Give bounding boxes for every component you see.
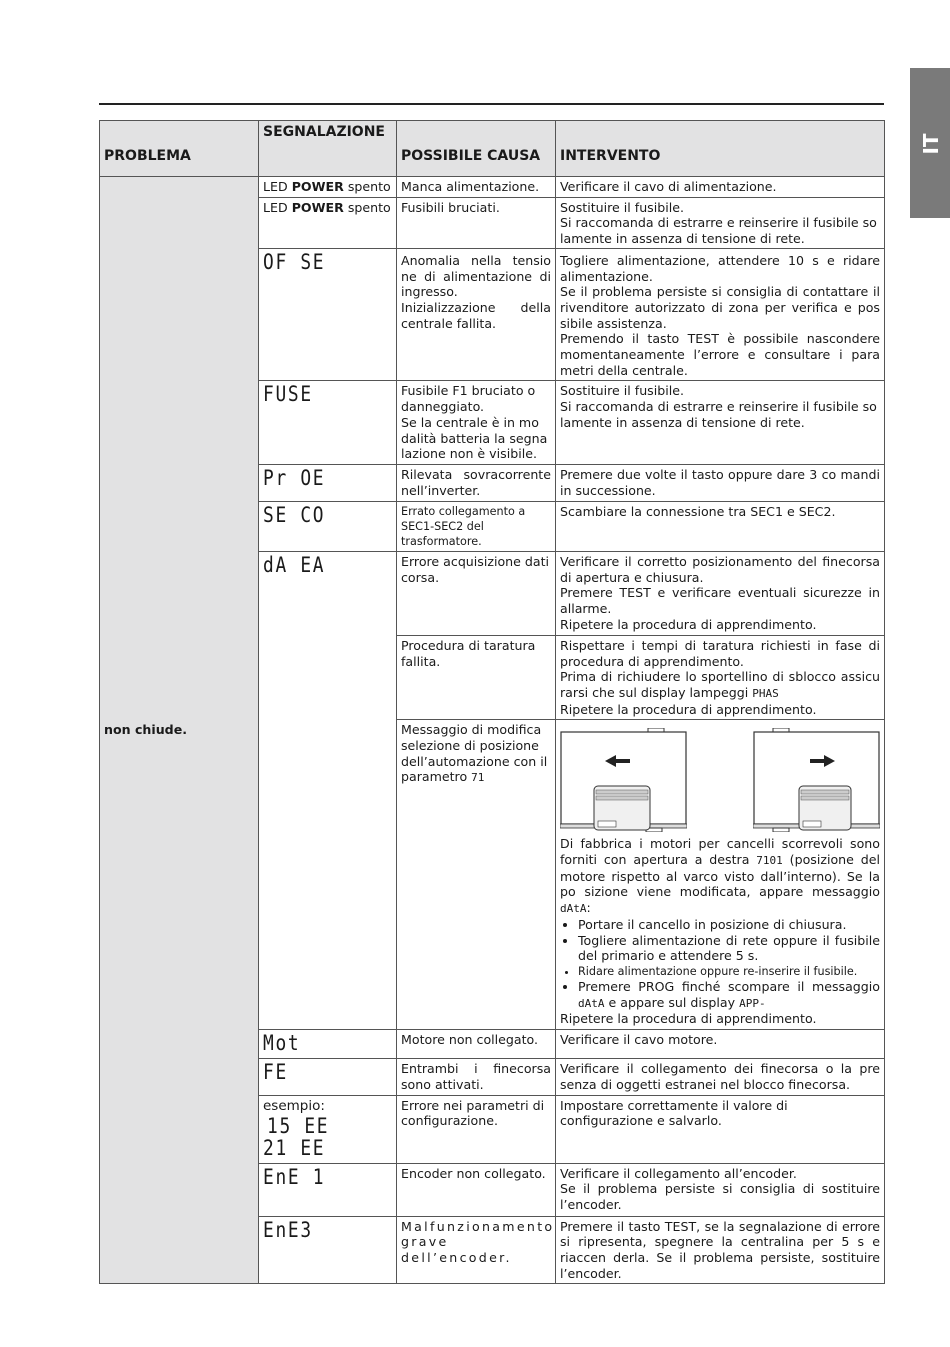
cause-line: Se la centrale è in mo dalità batteria la segna lazione non è visibile. — [401, 414, 548, 462]
signal-cell — [259, 197, 397, 248]
cause-line: Fusibile F1 bruciato o danneggiato. — [401, 383, 536, 415]
list-item-text: e appare sul display — [604, 994, 740, 1010]
cause-cell: Errore acquisizione dati corsa. — [397, 551, 556, 635]
cause-line: Inizializzazione della centrale fallita. — [401, 299, 551, 331]
action-cell: Verificare il cavo motore. — [556, 1030, 885, 1059]
action-line: Sostituire il fusibile. — [560, 199, 684, 215]
signal-cell — [259, 1163, 397, 1216]
signal-text: LED — [263, 199, 292, 215]
action-cell: Premere il tasto TEST, se la segnalazione di errore si ripresenta, spegnere la centralina per 5 s e riaccen derla. Se il problema persiste, sostituire l’encoder. — [556, 1216, 885, 1284]
action-line: Togliere alimentazione, attendere 10 s e ridare alimentazione. — [560, 252, 880, 284]
cause-cell: Fusibili bruciati. — [397, 197, 556, 248]
signal-text: LED — [263, 179, 292, 194]
display-code: EnE 1 — [263, 1164, 326, 1189]
problem-cell — [100, 177, 259, 1284]
action-cell: Verificare il collegamento dei finecorsa o la pre senza di oggetti estranei nel blocco finecorsa. — [556, 1059, 885, 1095]
list-item: • Togliere alimentazione di rete oppure il fusibile del primario e attendere 5 s. — [578, 933, 880, 964]
list-item: • Portare il cancello in posizione di chiusura. — [578, 917, 880, 933]
action-cell: Verificare il cavo di alimentazione. — [556, 177, 885, 198]
signal-cell — [259, 1030, 397, 1059]
signal-cell — [259, 381, 397, 465]
cause-cell: Errato collegamento a SEC1-SEC2 del trasformatore. — [397, 501, 556, 551]
cause-cell: Motore non collegato. — [397, 1030, 556, 1059]
signal-cell — [259, 551, 397, 1029]
action-line: Se il problema persiste si consiglia di contattare il rivenditore autorizzato di zona per verifica e pos sibile assistenza. — [560, 284, 880, 331]
display-code: Mot — [263, 1031, 301, 1056]
action-line: Si raccomanda di estrarre e reinserire il fusibile so lamente in assenza di tensione di rete. — [560, 399, 877, 430]
signal-cell — [259, 465, 397, 501]
action-steps-list — [560, 917, 880, 1012]
display-code-inline: 7101 — [756, 854, 783, 868]
gate-right-diagram — [753, 728, 880, 832]
action-cell — [556, 551, 885, 635]
action-line — [560, 669, 880, 701]
list-item: • Ridare alimentazione oppure re-inserire il fusibile. — [578, 964, 880, 979]
cause-cell: Entrambi i finecorsa sono attivati. — [397, 1059, 556, 1095]
action-cell — [556, 1163, 885, 1216]
action-line: Rispettare i tempi di taratura richiesti in fase di procedura di apprendimento. — [560, 637, 880, 669]
display-code-inline: 71 — [471, 771, 485, 785]
action-line: Ripetere la procedura di apprendimento. — [560, 1011, 817, 1027]
action-cell: Impostare correttamente il valore di configurazione e salvarlo. — [556, 1095, 885, 1163]
action-cell — [556, 381, 885, 465]
cause-text: Messaggio di modifica selezione di posizione dell’automazione con il parametro — [401, 722, 548, 785]
gate-left-diagram — [560, 728, 687, 832]
signal-cell — [259, 248, 397, 381]
signal-bold: POWER — [291, 179, 344, 194]
action-text: Prima di richiudere lo sportellino di sblocco assicu rarsi che sul display lampeggi — [560, 669, 880, 700]
display-code: OF SE — [263, 249, 326, 274]
language-tab — [910, 68, 950, 218]
action-cell — [556, 248, 885, 381]
header-row — [100, 121, 885, 177]
list-item-text: Premere PROG finché scompare il messaggio — [578, 978, 880, 994]
language-tab-label: IT — [919, 133, 943, 155]
display-code: 21 EE — [263, 1135, 326, 1160]
action-cell — [556, 720, 885, 1030]
cause-cell: Rilevata sovracorrente nell’inverter. — [397, 465, 556, 501]
header-problem: PROBLEMA — [100, 121, 259, 177]
signal-text: spento — [343, 179, 391, 194]
action-cell — [556, 197, 885, 248]
display-code: FE — [263, 1060, 288, 1085]
cause-cell: Errore nei parametri di configurazione. — [397, 1095, 556, 1163]
gate-illustrations — [560, 722, 880, 836]
cause-line: Anomalia nella tensio ne di alimentazione di ingresso. — [401, 252, 551, 300]
action-line: Se il problema persiste si consiglia di sostituire l’encoder. — [560, 1181, 880, 1212]
display-code-inline: APP- — [739, 996, 766, 1010]
action-line: Verificare il corretto posizionamento del finecorsa di apertura e chiusura. — [560, 553, 880, 585]
cause-cell: Procedura di taratura fallita. — [397, 635, 556, 720]
action-line: Verificare il collegamento all’encoder. — [560, 1165, 797, 1181]
display-code: dA EA — [263, 552, 326, 577]
signal-cell — [259, 1095, 397, 1163]
cause-cell — [397, 720, 556, 1030]
action-cell: Premere due volte il tasto oppure dare 3 co mandi in successione. — [556, 465, 885, 501]
action-line: Ripetere la procedura di apprendimento. — [560, 616, 817, 632]
cause-cell: Manca alimentazione. — [397, 177, 556, 198]
troubleshooting-table — [99, 120, 885, 1284]
cause-cell — [397, 381, 556, 465]
header-action: INTERVENTO — [556, 121, 885, 177]
display-code-inline: PHAS — [752, 686, 779, 700]
signal-cell — [259, 177, 397, 198]
display-code: SE CO — [263, 502, 326, 527]
action-text: Di fabbrica i motori per cancelli scorrevoli sono forniti con apertura a destra — [560, 836, 880, 868]
signal-cell — [259, 1059, 397, 1095]
header-cause: POSSIBILE CAUSA — [397, 121, 556, 177]
header-signal: SEGNALAZIONE — [259, 121, 397, 177]
display-code: Pr OE — [263, 466, 326, 491]
display-code-inline: dAtA — [560, 902, 587, 916]
cause-cell — [397, 1216, 556, 1284]
cause-cell: Encoder non collegato. — [397, 1163, 556, 1216]
list-item — [578, 979, 880, 1011]
signal-cell — [259, 1216, 397, 1284]
signal-example-label: esempio: — [263, 1097, 325, 1114]
action-paragraph — [560, 836, 880, 917]
display-code: EnE3 — [263, 1217, 313, 1242]
signal-text: spento — [343, 199, 391, 215]
table-row — [100, 177, 885, 198]
action-line: Premere TEST e verificare eventuali sicurezze in allarme. — [560, 585, 880, 616]
top-rule — [99, 103, 884, 105]
cause-text: Malfunzionamento grave dell’encoder. — [401, 1218, 555, 1265]
signal-cell — [259, 501, 397, 551]
display-code: FUSE — [263, 382, 313, 407]
display-code-inline: dAtA — [578, 996, 605, 1010]
action-line: Si raccomanda di estrarre e reinserire il fusibile so lamente in assenza di tensione di rete. — [560, 215, 877, 247]
action-text: : — [586, 900, 591, 916]
problem-label: non chiude. — [104, 722, 188, 738]
arrow-left-icon — [605, 755, 630, 767]
display-code: 15 EE — [267, 1113, 330, 1138]
action-line: Premendo il tasto TEST è possibile nascondere momentaneamente l’errore e consultare i para metri della centrale. — [560, 331, 880, 378]
arrow-right-icon — [810, 755, 835, 767]
cause-cell — [397, 248, 556, 381]
action-cell — [556, 635, 885, 720]
action-text: (posizione del motore rispetto al varco visto dall’interno). Se la po sizione viene modificata, appare messaggio — [560, 852, 880, 900]
action-line: Ripetere la procedura di apprendimento. — [560, 701, 817, 717]
action-cell: Scambiare la connessione tra SEC1 e SEC2. — [556, 501, 885, 551]
signal-bold: POWER — [291, 199, 344, 215]
action-line: Sostituire il fusibile. — [560, 383, 684, 399]
